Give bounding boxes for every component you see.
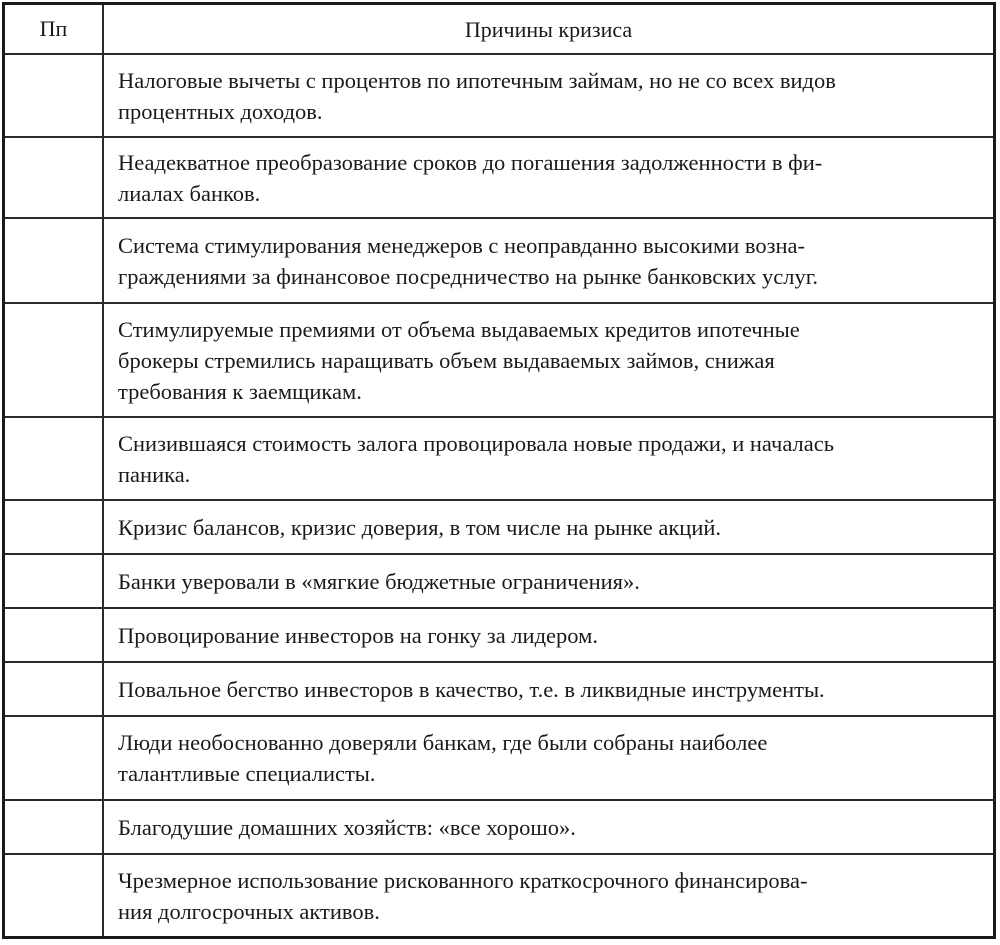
row-text: Стимулируемые премиями от объема выдаваемых кредитов ипотечные брокеры стремились наращивать объем выдаваемых займов, снижая требования к заемщикам. bbox=[118, 316, 800, 404]
row-text-cell bbox=[104, 555, 993, 607]
row-text: Система стимулирования менеджеров с неоправданно высокими возна- граждениями за финансовое посредничество на рынке банковских услуг. bbox=[118, 232, 819, 289]
row-text-cell bbox=[104, 138, 993, 217]
row-number-cell bbox=[5, 304, 104, 416]
table-row bbox=[5, 853, 993, 936]
row-number-cell bbox=[5, 663, 104, 715]
row-text-cell bbox=[104, 717, 993, 799]
row-text-cell bbox=[104, 304, 993, 416]
row-text-cell bbox=[104, 855, 993, 936]
row-text: Провоцирование инвесторов на гонку за лидером. bbox=[118, 622, 598, 648]
row-text: Налоговые вычеты с процентов по ипотечным займам, но не со всех видов процентных доходов. bbox=[118, 67, 836, 124]
row-text-cell bbox=[104, 418, 993, 499]
row-text: Люди необоснованно доверяли банкам, где были собраны наиболее талантливые специалисты. bbox=[118, 730, 768, 786]
table-row bbox=[5, 499, 993, 553]
row-number-cell bbox=[5, 219, 104, 302]
row-text: Неадекватное преобразование сроков до погашения задолженности в фи- лиалах банков. bbox=[118, 149, 823, 206]
table-row bbox=[5, 661, 993, 715]
row-text: Банки уверовали в «мягкие бюджетные ограничения». bbox=[118, 568, 640, 594]
row-number-cell bbox=[5, 855, 104, 936]
table-row bbox=[5, 53, 993, 136]
row-text-cell bbox=[104, 55, 993, 136]
row-text: Чрезмерное использование рискованного краткосрочного финансирова- ния долгосрочных активов. bbox=[118, 867, 808, 924]
row-text-cell bbox=[104, 501, 993, 553]
row-text-cell bbox=[104, 219, 993, 302]
table-row bbox=[5, 302, 993, 416]
table-row bbox=[5, 217, 993, 302]
table-row bbox=[5, 136, 993, 217]
row-text: Снизившаяся стоимость залога провоцировала новые продажи, и началась паника. bbox=[118, 430, 834, 487]
row-number-cell bbox=[5, 609, 104, 661]
row-text-cell bbox=[104, 609, 993, 661]
row-number-cell bbox=[5, 418, 104, 499]
row-number-cell bbox=[5, 501, 104, 553]
crisis-causes-table bbox=[2, 2, 996, 939]
header-reasons: Причины кризиса bbox=[464, 16, 633, 42]
table-row bbox=[5, 715, 993, 799]
row-number-cell bbox=[5, 138, 104, 217]
table-row bbox=[5, 607, 993, 661]
table-row bbox=[5, 416, 993, 499]
row-text: Кризис балансов, кризис доверия, в том числе на рынке акций. bbox=[118, 514, 722, 540]
row-number-cell bbox=[5, 555, 104, 607]
row-number-cell bbox=[5, 801, 104, 853]
table-header-row bbox=[5, 5, 993, 53]
table-row bbox=[5, 799, 993, 853]
row-number-cell bbox=[5, 717, 104, 799]
header-number: Пп bbox=[5, 5, 104, 53]
row-text-cell bbox=[104, 663, 993, 715]
row-text: Благодушие домашних хозяйств: «все хорошо». bbox=[118, 814, 576, 840]
table-row bbox=[5, 553, 993, 607]
row-text: Повальное бегство инвесторов в качество, т.е. в ликвидные инструменты. bbox=[118, 676, 825, 702]
row-number-cell bbox=[5, 55, 104, 136]
row-text-cell bbox=[104, 801, 993, 853]
